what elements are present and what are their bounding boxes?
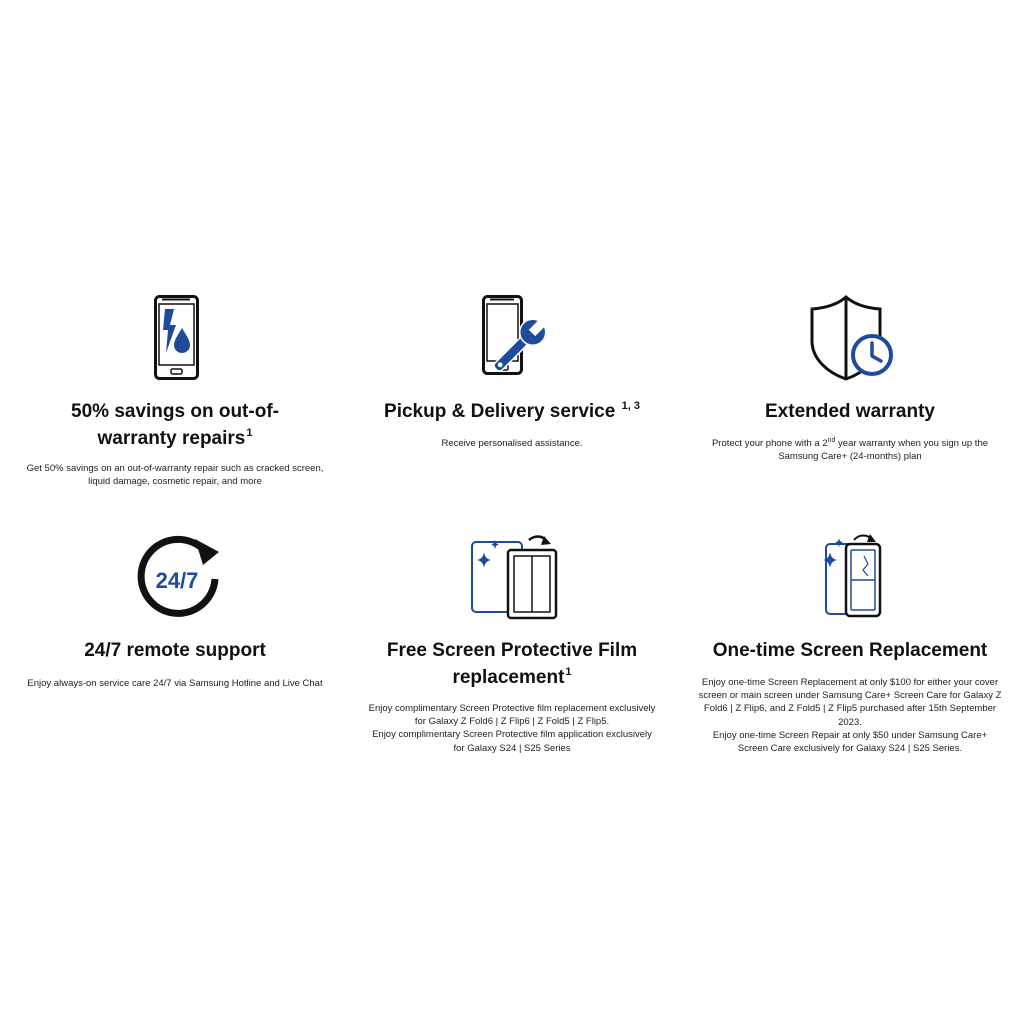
phone-wrench-icon [482,295,548,381]
feature-pickup-delivery [352,290,672,500]
feature-title: Free Screen Protective Film replacement$^1$ [386,640,638,688]
feature-description: Enjoy one-time Screen Replacement at only $100 for either your cover screen or main screen under Samsung Care+ Screen Care for Galaxy Z Fold6 | Z Flip6, and Z Fold5 | Z Flip5 purchased after 15th September 2023. Enjoy one-time Screen Repair at only $50 under Samsung Care+ Screen Care exclusively for Galaxy S24 | S25 Series. [698,677,1002,755]
feature-screen-film [352,530,672,760]
feature-remote-support [15,530,335,730]
feature-extended-warranty [690,290,1010,500]
feature-title: Extended warranty [765,401,935,422]
shield-clock-icon [808,295,896,381]
feature-description: Protect your phone with a 2nd year warranty when you sign up the Samsung Care+ (24-months) plan [711,437,989,463]
screen-film-icon [467,532,563,620]
support-24-7-icon [133,534,223,620]
feature-description: Receive personalised assistance. [441,438,583,449]
screen-replacement-icon [818,532,888,620]
feature-description: Get 50% savings on an out-of-warranty repair such as cracked screen, liquid damage, cosmetic repair, and more [26,463,324,488]
feature-screen-replacement [690,530,1010,760]
feature-title: One-time Screen Replacement [712,640,988,661]
feature-description: Enjoy always-on service care 24/7 via Samsung Hotline and Live Chat [27,678,323,689]
feature-title: Pickup & Delivery service $^{1, 3}$ [384,400,640,422]
phone-damage-icon [154,295,200,381]
feature-description: Enjoy complimentary Screen Protective film replacement exclusively for Galaxy Z Fold6 | Z Flip6 | Z Fold5 | Z Flip5. Enjoy complimentary Screen Protective film application exclusively for Galaxy S24 | S25 Series [368,703,656,754]
support-24-7-text: 24/7 [155,568,199,593]
feature-title: 50% savings on out-of- warranty repairs$^1$ [71,401,279,449]
feature-out-of-warranty [15,290,335,500]
feature-title: 24/7 remote support [84,640,266,661]
